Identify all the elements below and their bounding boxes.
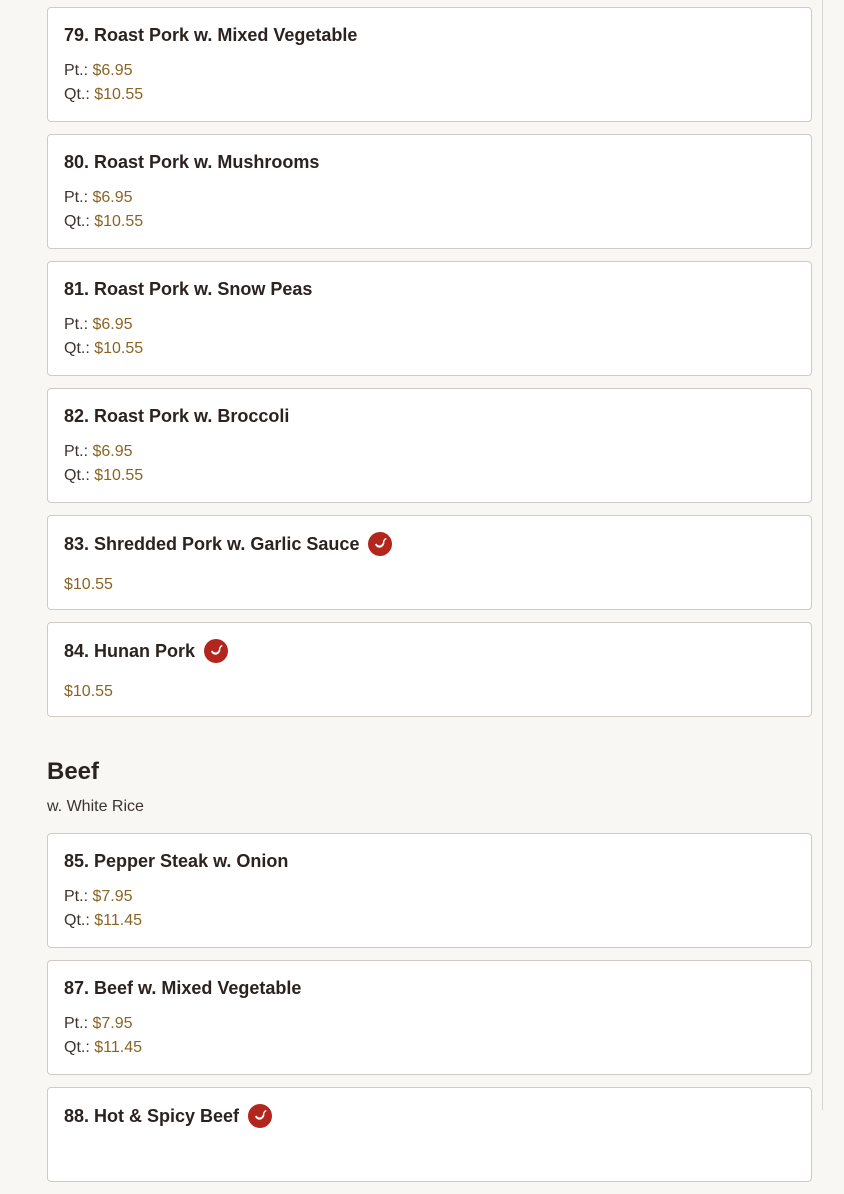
section-subtitle: w. White Rice [47,798,144,815]
pint-price: $7.95 [92,1015,133,1032]
pint-label: Pt.: [64,1015,89,1032]
price-row [64,573,795,597]
menu-item-prices [64,59,795,107]
chili-pepper-icon [368,532,392,556]
menu-item-card[interactable] [47,7,812,122]
menu-item-card[interactable] [47,515,812,610]
quart-price: $11.45 [94,1039,142,1056]
pint-label: Pt.: [64,316,89,333]
quart-label: Qt.: [64,86,90,103]
item-price: $10.55 [64,576,113,593]
menu-item-title: 85. Pepper Steak w. Onion [64,851,289,871]
menu-item-title-row [64,1104,795,1128]
section-title: Beef [47,758,100,785]
menu-item-prices [64,885,795,933]
quart-label: Qt.: [64,467,90,484]
quart-price: $10.55 [94,213,144,230]
chili-pepper-icon [204,639,228,663]
menu-item-title: 87. Beef w. Mixed Vegetable [64,978,302,998]
quart-price-row [64,210,795,234]
quart-label: Qt.: [64,912,90,929]
menu-item-title: 81. Roast Pork w. Snow Peas [64,279,313,299]
quart-label: Qt.: [64,340,90,357]
scroll-divider [822,0,823,1110]
pint-label: Pt.: [64,888,89,905]
pint-label: Pt.: [64,189,89,206]
chili-pepper-icon [248,1104,272,1128]
quart-price-row [64,83,795,107]
menu-item-card[interactable] [47,1087,812,1182]
menu-item-card[interactable] [47,134,812,249]
menu-item-title-row [64,532,795,556]
menu-item-card[interactable] [47,261,812,376]
menu-section-beef [47,757,812,817]
quart-price: $11.45 [94,912,142,929]
menu-item-prices [64,573,795,597]
pint-price-row [64,885,795,909]
quart-label: Qt.: [64,213,90,230]
menu-item-card[interactable] [47,388,812,503]
pint-price-row [64,1012,795,1036]
item-price: $10.55 [64,683,113,700]
menu-item-prices [64,1012,795,1060]
pint-price: $6.95 [92,189,133,206]
pint-label: Pt.: [64,62,89,79]
quart-price-row [64,337,795,361]
pint-price: $6.95 [92,62,133,79]
pint-label: Pt.: [64,443,89,460]
pint-price-row [64,313,795,337]
menu-item-title: 80. Roast Pork w. Mushrooms [64,152,320,172]
quart-price: $10.55 [94,467,144,484]
menu-item-title: 83. Shredded Pork w. Garlic Sauce [64,534,360,554]
menu-item-prices [64,313,795,361]
quart-price-row [64,909,795,933]
menu-item-prices [64,440,795,488]
menu-item-card[interactable] [47,833,812,948]
pint-price: $7.95 [92,888,133,905]
pint-price: $6.95 [92,316,133,333]
menu-content [47,7,812,1194]
quart-price-row [64,1036,795,1060]
pint-price-row [64,440,795,464]
menu-item-title: 84. Hunan Pork [64,641,196,661]
pint-price: $6.95 [92,443,133,460]
pint-price-row [64,59,795,83]
quart-price-row [64,464,795,488]
menu-item-title-row [64,639,795,663]
menu-item-prices [64,186,795,234]
quart-price: $10.55 [94,340,144,357]
menu-item-card[interactable] [47,960,812,1075]
menu-item-prices [64,680,795,704]
menu-item-title: 82. Roast Pork w. Broccoli [64,406,290,426]
menu-item-title: 88. Hot & Spicy Beef [64,1106,240,1126]
quart-label: Qt.: [64,1039,90,1056]
price-row [64,680,795,704]
quart-price: $10.55 [94,86,144,103]
pint-price-row [64,186,795,210]
menu-item-title: 79. Roast Pork w. Mixed Vegetable [64,25,358,45]
menu-item-card[interactable] [47,622,812,717]
